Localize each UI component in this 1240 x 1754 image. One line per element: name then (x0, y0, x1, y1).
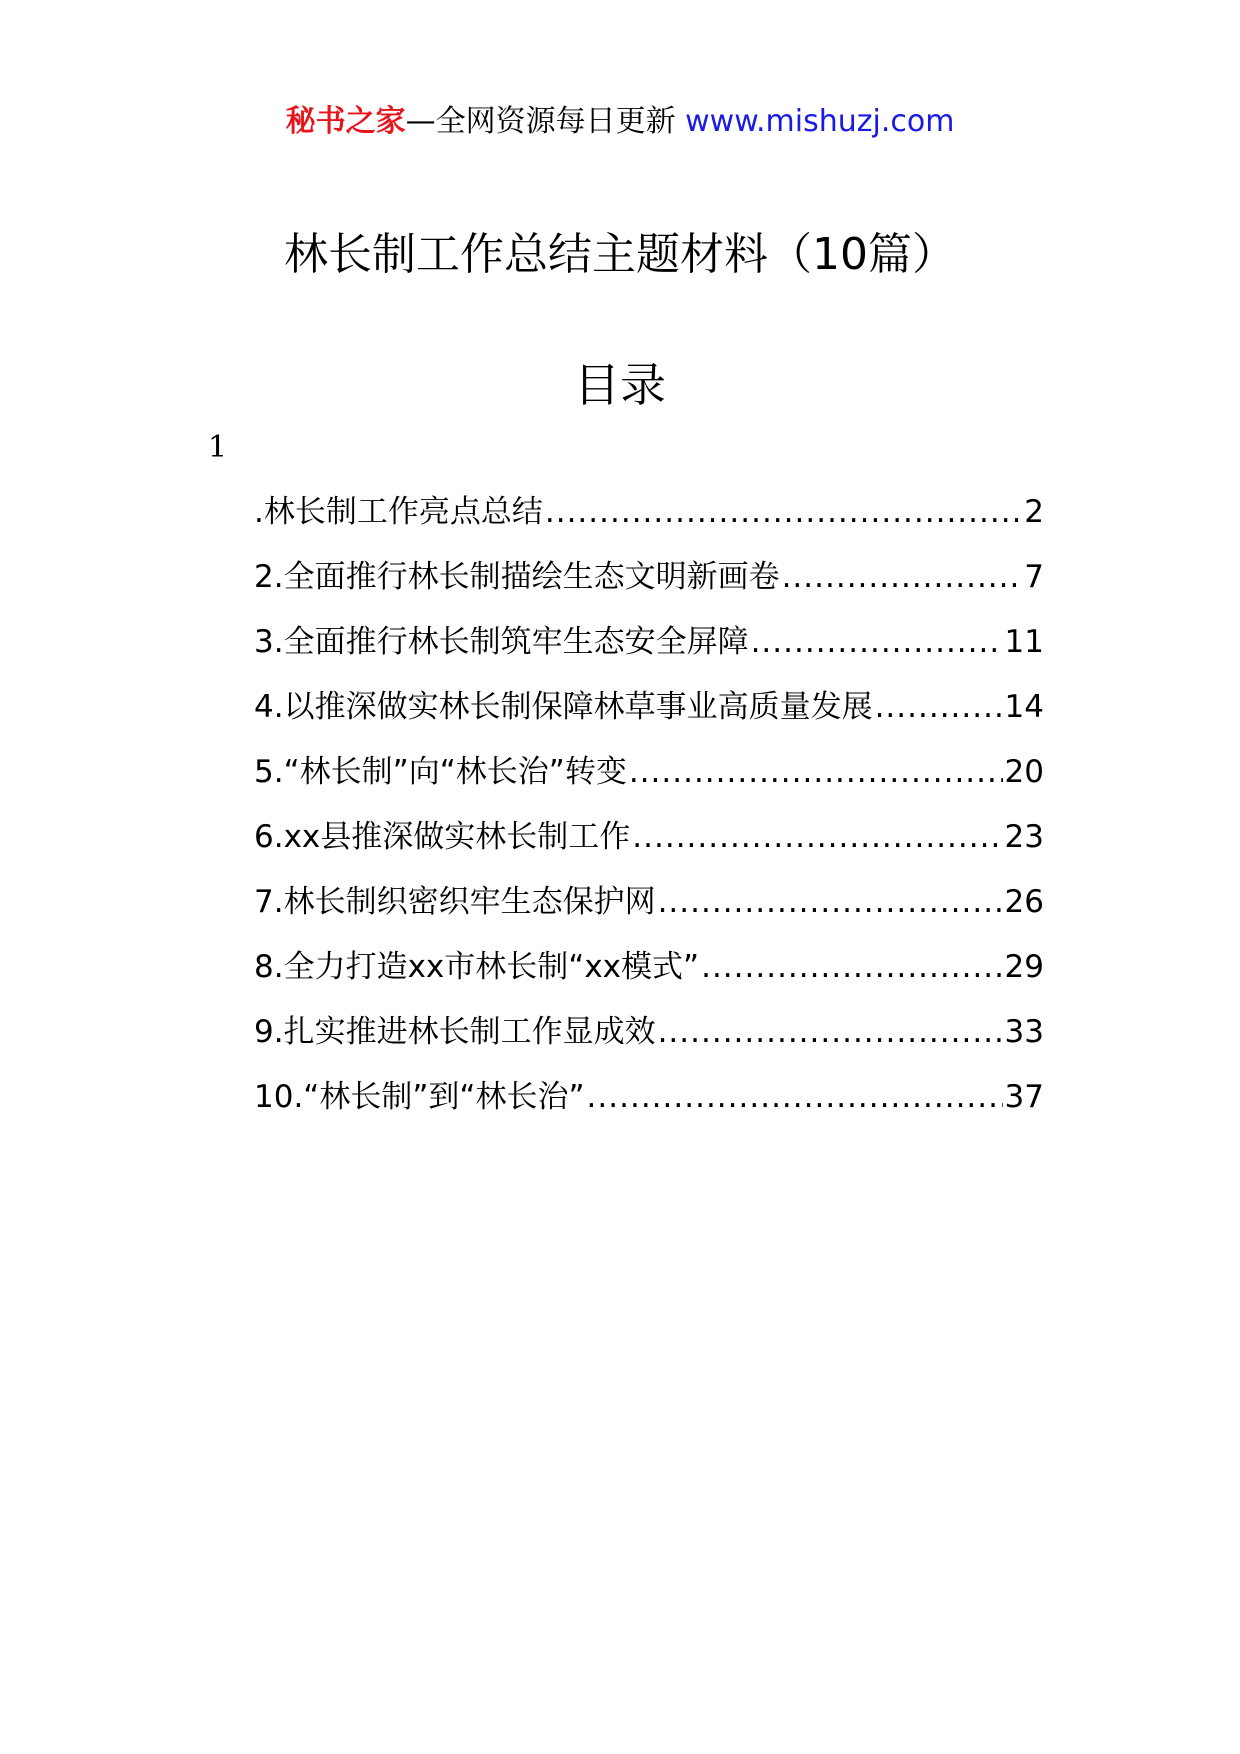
document-title: 林长制工作总结主题材料（10篇） (284, 229, 956, 280)
toc-entry-title: 10.“林长制”到“林长治” (254, 1079, 585, 1115)
toc-dot-leader (587, 1075, 1003, 1119)
toc-entry-page: 26 (1004, 884, 1044, 920)
toc-entry-title: 6.xx县推深做实林长制工作 (254, 819, 631, 855)
toc-entry[interactable] (254, 750, 1044, 815)
toc-dot-leader (632, 815, 1002, 859)
toc-heading: 目录 (574, 358, 666, 412)
toc-entry-page: 2 (1024, 494, 1044, 530)
site-tagline: —全网资源每日更新 (405, 104, 676, 139)
toc-entry-page: 23 (1004, 819, 1044, 855)
toc-entry[interactable] (254, 815, 1044, 880)
toc-entry[interactable] (254, 490, 1044, 555)
toc-entry-title: .林长制工作亮点总结 (254, 494, 543, 530)
toc-entry-page: 14 (1004, 689, 1044, 725)
toc-entry[interactable] (254, 620, 1044, 685)
toc-dot-leader (875, 685, 1003, 729)
toc-dot-leader (701, 945, 1002, 989)
toc-dot-leader (751, 620, 1003, 664)
toc-dot-leader (658, 880, 1003, 924)
toc-entry[interactable] (254, 555, 1044, 620)
table-of-contents (254, 490, 1044, 1140)
toc-section-number: 1 (208, 430, 228, 465)
toc-entry-title: 7.林长制织密织牢生态保护网 (254, 884, 656, 920)
toc-entry[interactable] (254, 945, 1044, 1010)
toc-dot-leader (629, 750, 1003, 794)
site-url-link[interactable]: www.mishuzj.com (685, 104, 955, 139)
toc-entry-page: 29 (1004, 949, 1044, 985)
toc-entry-title: 8.全力打造xx市林长制“xx模式” (254, 949, 700, 985)
toc-entry-title: 2.全面推行林长制描绘生态文明新画卷 (254, 559, 780, 595)
toc-entry-title: 5.“林长制”向“林长治”转变 (254, 754, 627, 790)
toc-entry-page: 20 (1004, 754, 1044, 790)
toc-entry-title: 4.以推深做实林长制保障林草事业高质量发展 (254, 689, 873, 725)
toc-entry[interactable] (254, 880, 1044, 945)
site-brand: 秘书之家 (285, 104, 406, 139)
toc-entry-page: 7 (1024, 559, 1044, 595)
toc-entry-page: 33 (1004, 1014, 1044, 1050)
toc-dot-leader (658, 1010, 1003, 1054)
toc-dot-leader (545, 490, 1022, 534)
toc-entry-page: 37 (1004, 1079, 1044, 1115)
site-header (0, 100, 1240, 144)
toc-entry-page: 11 (1004, 624, 1044, 660)
toc-entry-title: 9.扎实推进林长制工作显成效 (254, 1014, 656, 1050)
toc-dot-leader (782, 555, 1023, 599)
toc-entry[interactable] (254, 685, 1044, 750)
toc-entry-title: 3.全面推行林长制筑牢生态安全屏障 (254, 624, 749, 660)
toc-entry[interactable] (254, 1010, 1044, 1075)
toc-entry[interactable] (254, 1075, 1044, 1140)
